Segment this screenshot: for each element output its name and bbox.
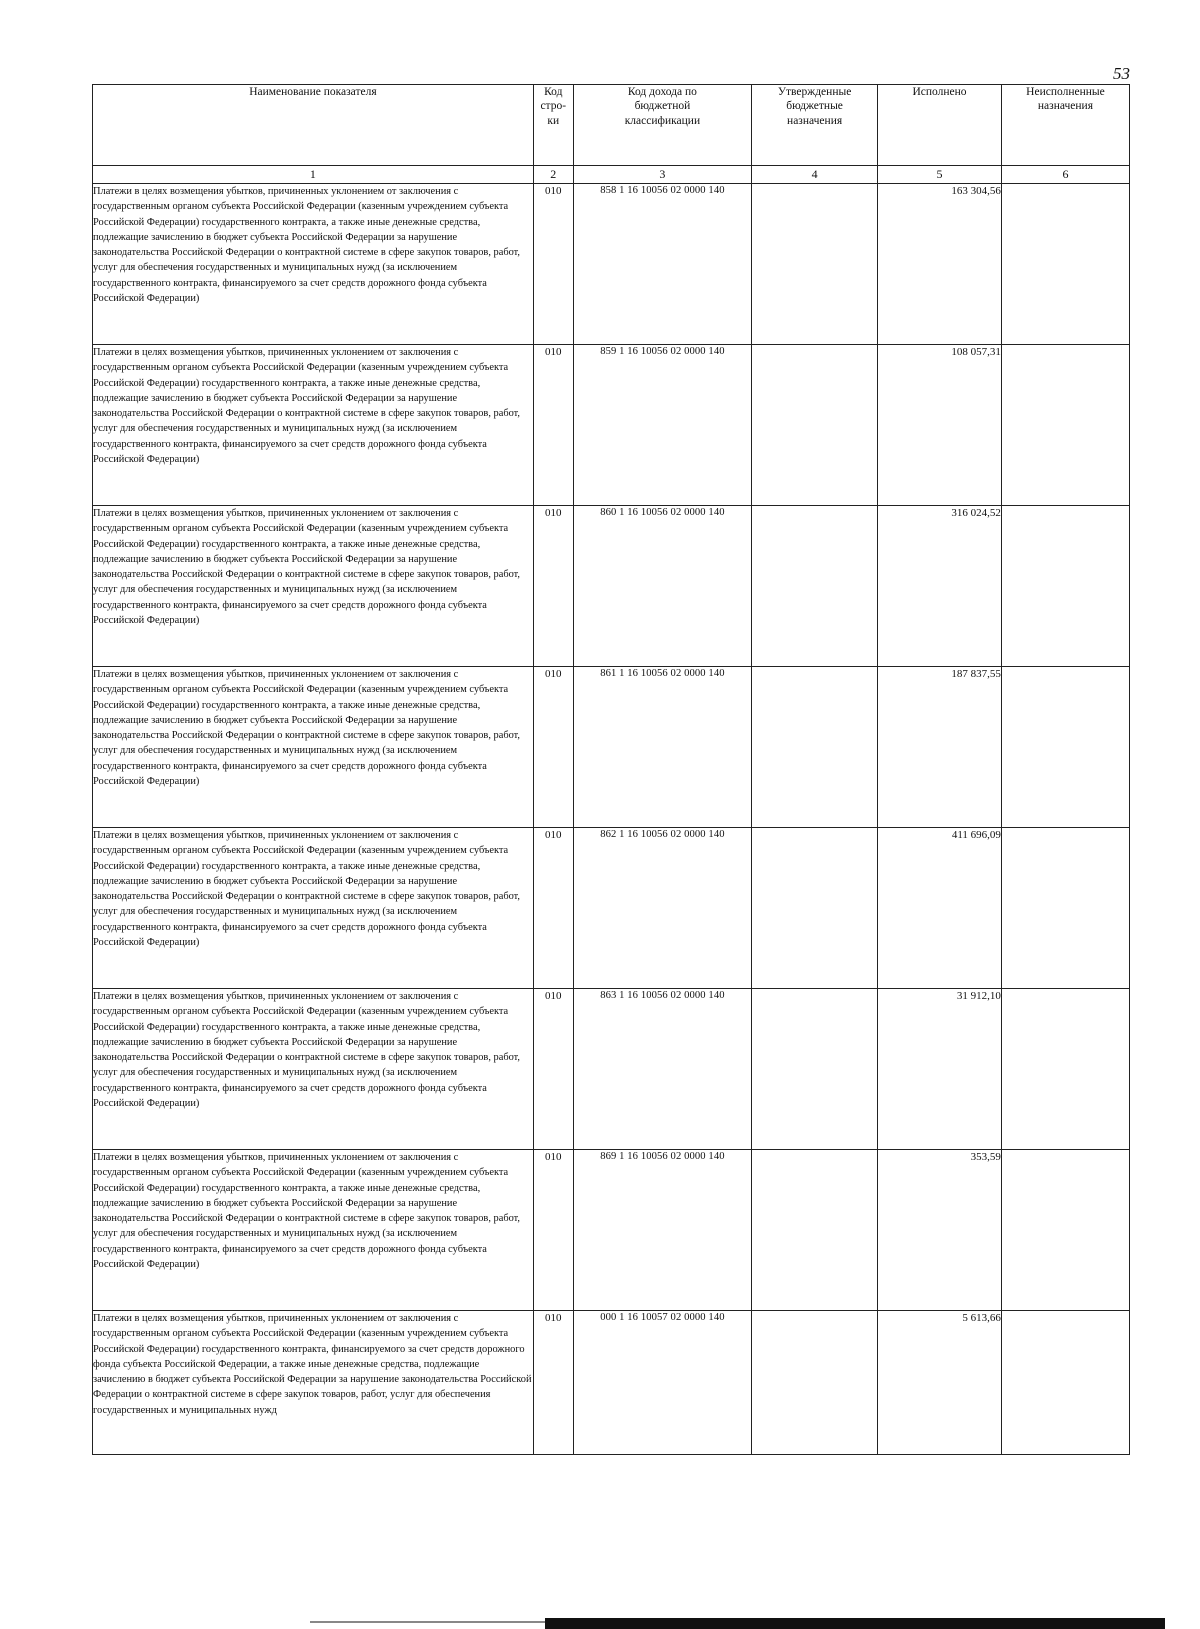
executed-amount: 5 613,66 xyxy=(878,1311,1002,1455)
executed-amount: 31 912,10 xyxy=(878,989,1002,1150)
line-code: 010 xyxy=(533,667,573,828)
line-code: 010 xyxy=(533,506,573,667)
unexecuted-amount xyxy=(1001,345,1129,506)
column-number: 2 xyxy=(533,166,573,184)
table-row xyxy=(93,667,1130,828)
page-number: 53 xyxy=(1113,64,1130,83)
table-row xyxy=(93,345,1130,506)
unexecuted-amount xyxy=(1001,506,1129,667)
indicator-name: Платежи в целях возмещения убытков, причиненных уклонением от заключения с государственным органом субъекта Российской Федерации (казенным учреждением субъекта Российской Федерации) государственного контракта, а также иные денежные средства, подлежащие зачислению в бюджет субъекта Российской Федерации за нарушение законодательства Российской Федерации о контрактной системе в сфере закупок товаров, работ, услуг для обеспечения государственных и муниципальных нужд (за исключением государственного контракта, финансируемого за счет средств дорожного фонда субъекта Российской Федерации) xyxy=(93,667,534,828)
indicator-name: Платежи в целях возмещения убытков, причиненных уклонением от заключения с государственным органом субъекта Российской Федерации (казенным учреждением субъекта Российской Федерации) государственного контракта, а также иные денежные средства, подлежащие зачислению в бюджет субъекта Российской Федерации за нарушение законодательства Российской Федерации о контрактной системе в сфере закупок товаров, работ, услуг для обеспечения государственных и муниципальных нужд (за исключением государственного контракта, финансируемого за счет средств дорожного фонда субъекта Российской Федерации) xyxy=(93,345,534,506)
scan-edge-line xyxy=(310,1621,545,1623)
approved-amount xyxy=(752,828,878,989)
table-row xyxy=(93,1311,1130,1455)
column-number-row xyxy=(93,166,1130,184)
income-code: 000 1 16 10057 02 0000 140 xyxy=(573,1311,751,1455)
line-code: 010 xyxy=(533,184,573,345)
income-report-table xyxy=(92,84,1130,1455)
unexecuted-amount xyxy=(1001,1150,1129,1311)
header-income-code-label: классификации xyxy=(624,114,701,127)
indicator-name: Платежи в целях возмещения убытков, причиненных уклонением от заключения с государственным органом субъекта Российской Федерации (казенным учреждением субъекта Российской Федерации) государственного контракта, а также иные денежные средства, подлежащие зачислению в бюджет субъекта Российской Федерации за нарушение законодательства Российской Федерации о контрактной системе в сфере закупок товаров, работ, услуг для обеспечения государственных и муниципальных нужд (за исключением государственного контракта, финансируемого за счет средств дорожного фонда субъекта Российской Федерации) xyxy=(93,828,534,989)
income-code: 860 1 16 10056 02 0000 140 xyxy=(573,506,751,667)
indicator-name: Платежи в целях возмещения убытков, причиненных уклонением от заключения с государственным органом субъекта Российской Федерации (казенным учреждением субъекта Российской Федерации) государственного контракта, а также иные денежные средства, подлежащие зачислению в бюджет субъекта Российской Федерации за нарушение законодательства Российской Федерации о контрактной системе в сфере закупок товаров, работ, услуг для обеспечения государственных и муниципальных нужд (за исключением государственного контракта, финансируемого за счет средств дорожного фонда субъекта Российской Федерации) xyxy=(93,506,534,667)
header-line-code xyxy=(533,85,573,166)
income-code: 861 1 16 10056 02 0000 140 xyxy=(573,667,751,828)
indicator-name: Платежи в целях возмещения убытков, причиненных уклонением от заключения с государственным органом субъекта Российской Федерации (казенным учреждением субъекта Российской Федерации) государственного контракта, а также иные денежные средства, подлежащие зачислению в бюджет субъекта Российской Федерации за нарушение законодательства Российской Федерации о контрактной системе в сфере закупок товаров, работ, услуг для обеспечения государственных и муниципальных нужд (за исключением государственного контракта, финансируемого за счет средств дорожного фонда субъекта Российской Федерации) xyxy=(93,1150,534,1311)
executed-amount: 353,59 xyxy=(878,1150,1002,1311)
unexecuted-amount xyxy=(1001,184,1129,345)
table-row xyxy=(93,828,1130,989)
executed-amount: 187 837,55 xyxy=(878,667,1002,828)
column-number: 6 xyxy=(1001,166,1129,184)
header-line-code-label: Код xyxy=(544,86,563,98)
line-code: 010 xyxy=(533,1150,573,1311)
indicator-name: Платежи в целях возмещения убытков, причиненных уклонением от заключения с государственным органом субъекта Российской Федерации (казенным учреждением субъекта Российской Федерации) государственного контракта, а также иные денежные средства, подлежащие зачислению в бюджет субъекта Российской Федерации за нарушение законодательства Российской Федерации о контрактной системе в сфере закупок товаров, работ, услуг для обеспечения государственных и муниципальных нужд (за исключением государственного контракта, финансируемого за счет средств дорожного фонда субъекта Российской Федерации) xyxy=(93,184,534,345)
header-name-label: Наименование показателя xyxy=(249,86,377,98)
unexecuted-amount xyxy=(1001,989,1129,1150)
approved-amount xyxy=(752,1311,878,1455)
unexecuted-amount xyxy=(1001,828,1129,989)
table-row xyxy=(93,506,1130,667)
indicator-name: Платежи в целях возмещения убытков, причиненных уклонением от заключения с государственным органом субъекта Российской Федерации (казенным учреждением субъекта Российской Федерации) государственного контракта, финансируемого за счет средств дорожного фонда субъекта Российской Федерации, а также иные денежные средства, подлежащие зачислению в бюджет субъекта Российской Федерации за нарушение законодательства Российской Федерации о контрактной системе в сфере закупок товаров, работ, услуг для обеспечения государственных и муниципальных нужд xyxy=(93,1311,534,1455)
table-row xyxy=(93,184,1130,345)
header-executed xyxy=(878,85,1002,166)
header-line-code-label: ки xyxy=(547,114,560,127)
executed-amount: 163 304,56 xyxy=(878,184,1002,345)
line-code: 010 xyxy=(533,345,573,506)
header-approved-label: Утвержденные xyxy=(777,86,852,98)
header-approved xyxy=(752,85,878,166)
column-number: 5 xyxy=(878,166,1002,184)
column-number: 3 xyxy=(573,166,751,184)
indicator-name: Платежи в целях возмещения убытков, причиненных уклонением от заключения с государственным органом субъекта Российской Федерации (казенным учреждением субъекта Российской Федерации) государственного контракта, а также иные денежные средства, подлежащие зачислению в бюджет субъекта Российской Федерации за нарушение законодательства Российской Федерации о контрактной системе в сфере закупок товаров, работ, услуг для обеспечения государственных и муниципальных нужд (за исключением государственного контракта, финансируемого за счет средств дорожного фонда субъекта Российской Федерации) xyxy=(93,989,534,1150)
executed-amount: 316 024,52 xyxy=(878,506,1002,667)
line-code: 010 xyxy=(533,828,573,989)
scan-edge-bar xyxy=(545,1618,1165,1629)
header-unexecuted xyxy=(1001,85,1129,166)
column-number: 4 xyxy=(752,166,878,184)
approved-amount xyxy=(752,667,878,828)
header-approved-label: бюджетные xyxy=(786,100,843,113)
line-code: 010 xyxy=(533,1311,573,1455)
approved-amount xyxy=(752,345,878,506)
income-code: 859 1 16 10056 02 0000 140 xyxy=(573,345,751,506)
approved-amount xyxy=(752,506,878,667)
approved-amount xyxy=(752,1150,878,1311)
approved-amount xyxy=(752,989,878,1150)
table-row xyxy=(93,1150,1130,1311)
header-unexecuted-label: назначения xyxy=(1037,100,1093,113)
header-income-code-label: Код дохода по xyxy=(627,86,697,98)
line-code: 010 xyxy=(533,989,573,1150)
table-header-row xyxy=(93,85,1130,166)
unexecuted-amount xyxy=(1001,1311,1129,1455)
header-income-code-label: бюджетной xyxy=(634,100,691,113)
header-name xyxy=(93,85,534,166)
header-income-code xyxy=(573,85,751,166)
unexecuted-amount xyxy=(1001,667,1129,828)
header-line-code-label: стро- xyxy=(540,100,567,113)
header-unexecuted-label: Неисполненные xyxy=(1026,86,1105,98)
income-code: 862 1 16 10056 02 0000 140 xyxy=(573,828,751,989)
executed-amount: 108 057,31 xyxy=(878,345,1002,506)
header-approved-label: назначения xyxy=(787,114,843,127)
income-code: 863 1 16 10056 02 0000 140 xyxy=(573,989,751,1150)
column-number: 1 xyxy=(93,166,534,184)
income-code: 858 1 16 10056 02 0000 140 xyxy=(573,184,751,345)
header-executed-label: Исполнено xyxy=(912,86,967,98)
income-code: 869 1 16 10056 02 0000 140 xyxy=(573,1150,751,1311)
executed-amount: 411 696,09 xyxy=(878,828,1002,989)
table-row xyxy=(93,989,1130,1150)
approved-amount xyxy=(752,184,878,345)
